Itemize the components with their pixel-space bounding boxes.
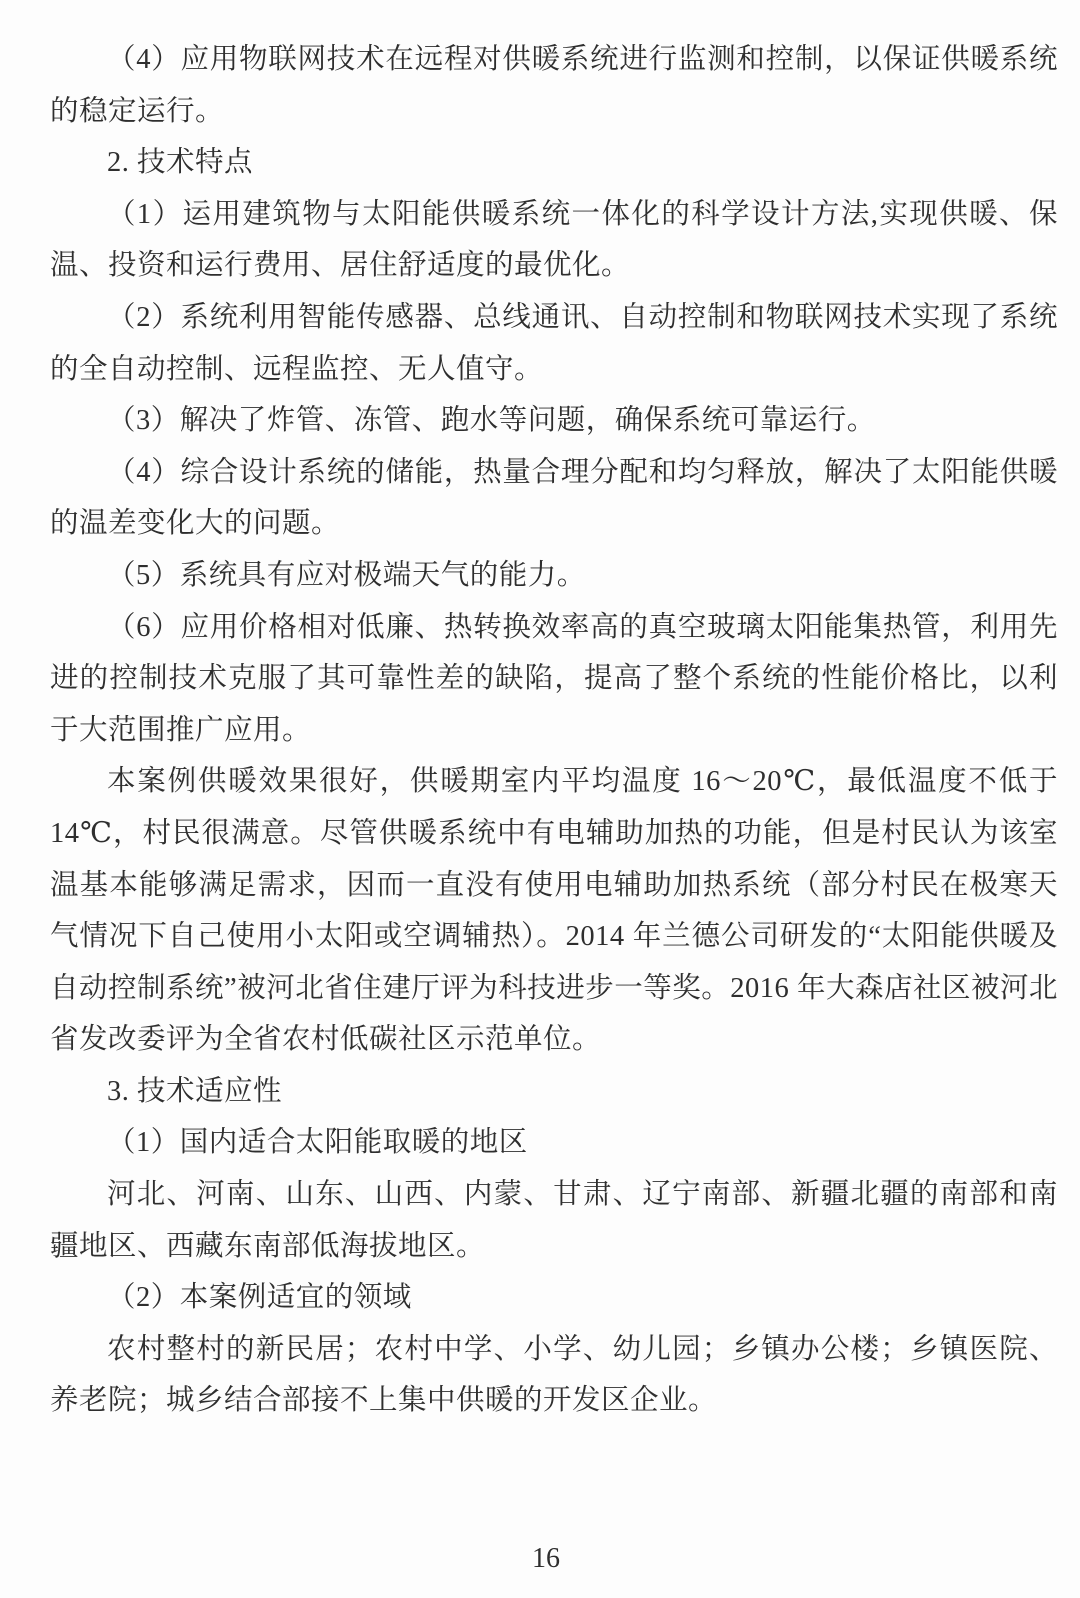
paragraph: 河北、河南、山东、山西、内蒙、甘肃、辽宁南部、新疆北疆的南部和南疆地区、西藏东南部低海拔地区。 [50, 1179, 1058, 1262]
paragraph: 3. 技术适应性 [107, 1075, 283, 1107]
document-body [50, 34, 1058, 1427]
paragraph: 2. 技术特点 [107, 147, 254, 179]
page-footer [0, 1542, 1080, 1576]
paragraph: （2）系统利用智能传感器、总线通讯、自动控制和物联网技术实现了系统的全自动控制、远程监控、无人值守。 [50, 301, 1058, 385]
paragraph: （2）本案例适宜的领域 [107, 1282, 412, 1314]
page-number: 16 [532, 1543, 560, 1574]
paragraph: （5）系统具有应对极端天气的能力。 [107, 559, 586, 591]
paragraph: 本案例供暖效果很好，供暖期室内平均温度 16～20℃，最低温度不低于 14℃，村民很满意。尽管供暖系统中有电辅助加热的功能，但是村民认为该室温基本能够满足需求，因而一直没有使用电辅助加热系统（部分村民在极寒天气情况下自己使用小太阳或空调辅热）。2014 年兰德公司研发的“太阳能供暖及自动控制系统”被河北省住建厅评为科技进步一等奖。2016 年大森店社区被河北省发改委评为全省农村低碳社区示范单位。 [50, 766, 1058, 1056]
paragraph: 农村整村的新民居；农村中学、小学、幼儿园；乡镇办公楼；乡镇医院、养老院；城乡结合部接不上集中供暖的开发区企业。 [50, 1333, 1058, 1417]
paragraph: （4）综合设计系统的储能，热量合理分配和均匀释放，解决了太阳能供暖的温差变化大的问题。 [50, 456, 1058, 540]
paragraph: （1）运用建筑物与太阳能供暖系统一体化的科学设计方法,实现供暖、保温、投资和运行费用、居住舒适度的最优化。 [50, 198, 1058, 282]
paragraph: （4）应用物联网技术在远程对供暖系统进行监测和控制，以保证供暖系统的稳定运行。 [50, 44, 1058, 127]
paragraph: （6）应用价格相对低廉、热转换效率高的真空玻璃太阳能集热管，利用先进的控制技术克服了其可靠性差的缺陷，提高了整个系统的性能价格比，以利于大范围推广应用。 [50, 611, 1058, 746]
paragraph: （3）解决了炸管、冻管、跑水等问题，确保系统可靠运行。 [107, 405, 876, 437]
paragraph: （1）国内适合太阳能取暖的地区 [107, 1127, 528, 1159]
